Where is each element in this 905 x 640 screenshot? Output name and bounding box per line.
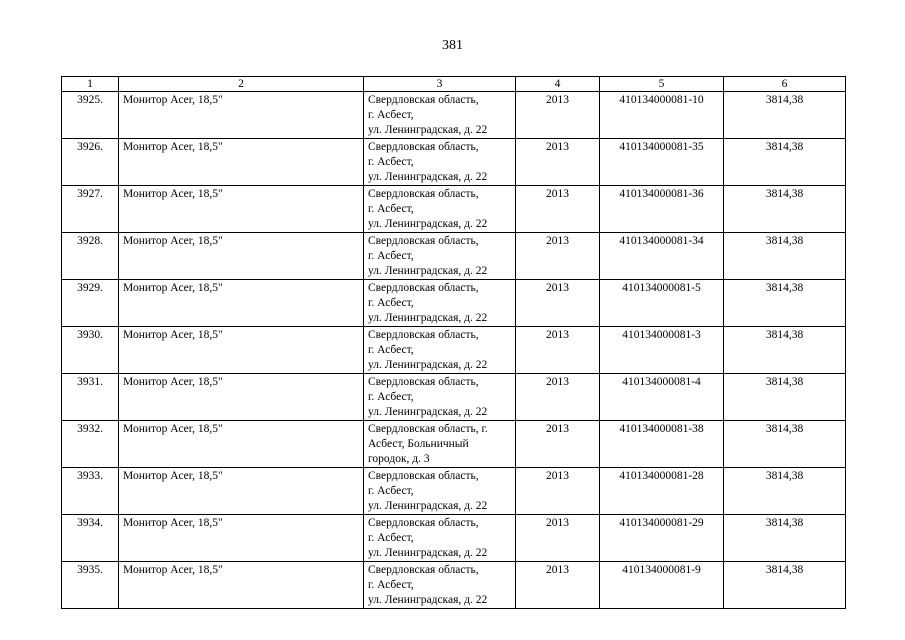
item-name-cell: Монитор Acer, 18,5" <box>119 233 364 280</box>
item-name-cell: Монитор Acer, 18,5" <box>119 327 364 374</box>
year-cell: 2013 <box>516 327 600 374</box>
inventory-number-cell: 410134000081-38 <box>600 421 724 468</box>
address-cell <box>364 515 516 562</box>
address-line: ул. Ленинградская, д. 22 <box>368 500 488 512</box>
address-line: г. Асбест, <box>368 344 414 356</box>
inventory-number-cell: 410134000081-3 <box>600 327 724 374</box>
address-cell <box>364 562 516 609</box>
year-cell: 2013 <box>516 562 600 609</box>
address-line: г. Асбест, <box>368 297 414 309</box>
table-row <box>62 468 846 515</box>
item-name-cell: Монитор Acer, 18,5" <box>119 374 364 421</box>
cost-cell: 3814,38 <box>724 468 846 515</box>
row-number-cell: 3926. <box>62 139 119 186</box>
address-line: Свердловская область, <box>368 282 479 294</box>
inventory-number-cell: 410134000081-9 <box>600 562 724 609</box>
table-row <box>62 92 846 139</box>
inventory-number-cell: 410134000081-28 <box>600 468 724 515</box>
page-number: 381 <box>442 38 463 53</box>
table-header <box>62 77 846 92</box>
row-number-cell: 3927. <box>62 186 119 233</box>
cost-cell: 3814,38 <box>724 327 846 374</box>
row-number-cell: 3935. <box>62 562 119 609</box>
table-row <box>62 327 846 374</box>
column-header-3: 3 <box>364 77 516 92</box>
cost-cell: 3814,38 <box>724 139 846 186</box>
address-cell <box>364 92 516 139</box>
row-number-cell: 3929. <box>62 280 119 327</box>
address-line: ул. Ленинградская, д. 22 <box>368 359 488 371</box>
year-cell: 2013 <box>516 139 600 186</box>
table-body <box>62 92 846 609</box>
inventory-number-cell: 410134000081-36 <box>600 186 724 233</box>
address-line: г. Асбест, <box>368 109 414 121</box>
address-line: ул. Ленинградская, д. 22 <box>368 312 488 324</box>
inventory-number-cell: 410134000081-29 <box>600 515 724 562</box>
address-line: Свердловская область, <box>368 188 479 200</box>
item-name-cell: Монитор Acer, 18,5" <box>119 139 364 186</box>
table-row <box>62 186 846 233</box>
cost-cell: 3814,38 <box>724 562 846 609</box>
inventory-number-cell: 410134000081-34 <box>600 233 724 280</box>
item-name-cell: Монитор Acer, 18,5" <box>119 421 364 468</box>
cost-cell: 3814,38 <box>724 92 846 139</box>
cost-cell: 3814,38 <box>724 280 846 327</box>
item-name-cell: Монитор Acer, 18,5" <box>119 515 364 562</box>
address-cell <box>364 468 516 515</box>
cost-cell: 3814,38 <box>724 421 846 468</box>
address-line: г. Асбест, <box>368 250 414 262</box>
address-line: г. Асбест, <box>368 203 414 215</box>
inventory-number-cell: 410134000081-5 <box>600 280 724 327</box>
row-number-cell: 3925. <box>62 92 119 139</box>
table-row <box>62 233 846 280</box>
year-cell: 2013 <box>516 186 600 233</box>
address-line: Свердловская область, <box>368 235 479 247</box>
address-line: ул. Ленинградская, д. 22 <box>368 594 488 606</box>
row-number-cell: 3928. <box>62 233 119 280</box>
address-line: ул. Ленинградская, д. 22 <box>368 218 488 230</box>
address-line: ул. Ленинградская, д. 22 <box>368 547 488 559</box>
address-cell <box>364 327 516 374</box>
table-row <box>62 421 846 468</box>
year-cell: 2013 <box>516 421 600 468</box>
address-line: Свердловская область, г. <box>368 423 488 435</box>
address-cell <box>364 280 516 327</box>
address-line: г. Асбест, <box>368 579 414 591</box>
column-header-1: 1 <box>62 77 119 92</box>
column-header-5: 5 <box>600 77 724 92</box>
item-name-cell: Монитор Acer, 18,5" <box>119 280 364 327</box>
address-line: г. Асбест, <box>368 485 414 497</box>
table-row <box>62 515 846 562</box>
cost-cell: 3814,38 <box>724 186 846 233</box>
address-line: ул. Ленинградская, д. 22 <box>368 124 488 136</box>
inventory-number-cell: 410134000081-4 <box>600 374 724 421</box>
column-header-4: 4 <box>516 77 600 92</box>
cost-cell: 3814,38 <box>724 374 846 421</box>
address-line: г. Асбест, <box>368 156 414 168</box>
row-number-cell: 3933. <box>62 468 119 515</box>
address-line: Свердловская область, <box>368 376 479 388</box>
table-row <box>62 280 846 327</box>
year-cell: 2013 <box>516 92 600 139</box>
item-name-cell: Монитор Acer, 18,5" <box>119 468 364 515</box>
row-number-cell: 3932. <box>62 421 119 468</box>
inventory-number-cell: 410134000081-35 <box>600 139 724 186</box>
address-cell <box>364 139 516 186</box>
table-row <box>62 374 846 421</box>
address-cell <box>364 421 516 468</box>
address-line: ул. Ленинградская, д. 22 <box>368 171 488 183</box>
address-line: г. Асбест, <box>368 532 414 544</box>
address-line: городок, д. 3 <box>368 453 430 465</box>
header-row <box>62 77 846 92</box>
address-line: ул. Ленинградская, д. 22 <box>368 406 488 418</box>
item-name-cell: Монитор Acer, 18,5" <box>119 562 364 609</box>
address-line: Свердловская область, <box>368 94 479 106</box>
cost-cell: 3814,38 <box>724 233 846 280</box>
property-registry-table <box>61 76 846 609</box>
row-number-cell: 3930. <box>62 327 119 374</box>
year-cell: 2013 <box>516 280 600 327</box>
year-cell: 2013 <box>516 468 600 515</box>
address-line: Свердловская область, <box>368 517 479 529</box>
year-cell: 2013 <box>516 515 600 562</box>
row-number-cell: 3934. <box>62 515 119 562</box>
address-cell <box>364 374 516 421</box>
address-line: Свердловская область, <box>368 141 479 153</box>
address-cell <box>364 186 516 233</box>
address-line: Асбест, Больничный <box>368 438 469 450</box>
address-line: Свердловская область, <box>368 564 479 576</box>
table-row <box>62 139 846 186</box>
row-number-cell: 3931. <box>62 374 119 421</box>
address-line: Свердловская область, <box>368 329 479 341</box>
year-cell: 2013 <box>516 233 600 280</box>
table-row <box>62 562 846 609</box>
column-header-6: 6 <box>724 77 846 92</box>
column-header-2: 2 <box>119 77 364 92</box>
year-cell: 2013 <box>516 374 600 421</box>
item-name-cell: Монитор Acer, 18,5" <box>119 186 364 233</box>
address-line: Свердловская область, <box>368 470 479 482</box>
address-line: г. Асбест, <box>368 391 414 403</box>
inventory-number-cell: 410134000081-10 <box>600 92 724 139</box>
address-cell <box>364 233 516 280</box>
item-name-cell: Монитор Acer, 18,5" <box>119 92 364 139</box>
address-line: ул. Ленинградская, д. 22 <box>368 265 488 277</box>
cost-cell: 3814,38 <box>724 515 846 562</box>
